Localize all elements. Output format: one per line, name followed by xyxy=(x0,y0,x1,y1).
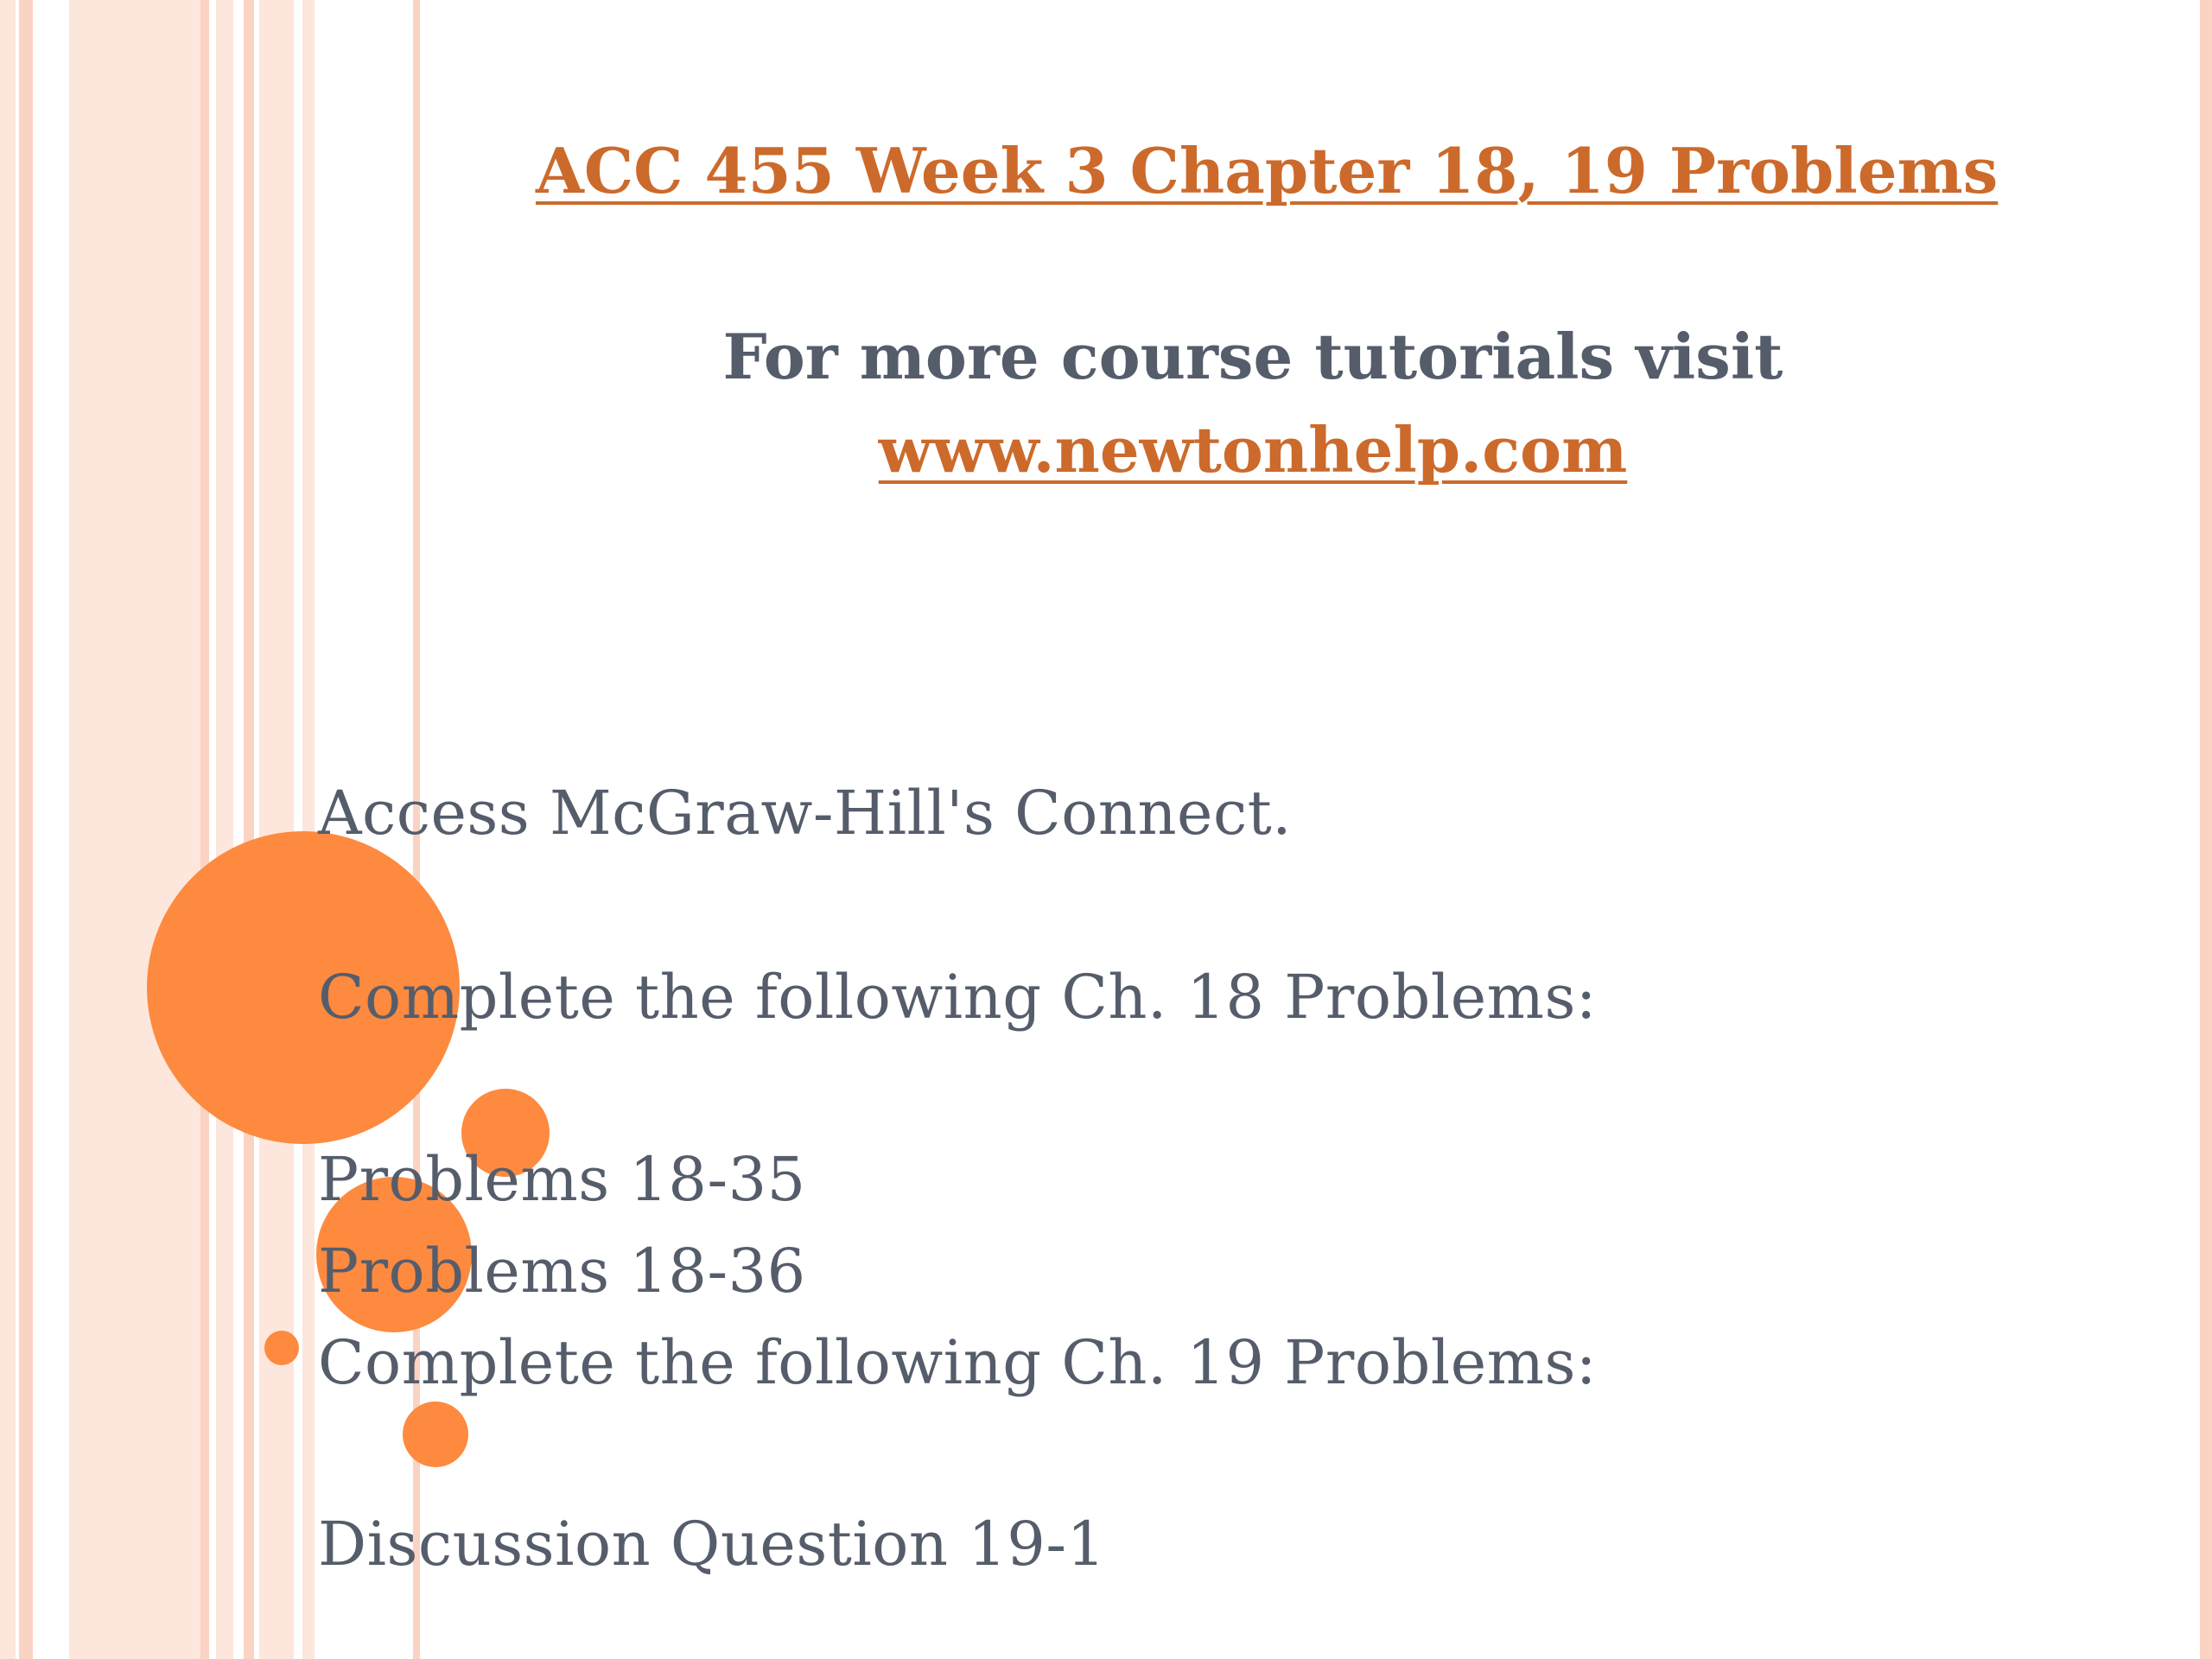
body-line-connect: Access McGraw-Hill's Connect. xyxy=(318,778,1293,849)
body-line-problem-18-35: Problems 18-35 xyxy=(318,1144,806,1215)
stripe xyxy=(244,0,254,1659)
body-line-problem-18-36: Problems 18-36 xyxy=(318,1236,806,1306)
stripe xyxy=(216,0,233,1659)
stripe xyxy=(259,0,294,1659)
page-title[interactable]: ACC 455 Week 3 Chapter 18, 19 Problems xyxy=(536,134,1999,207)
body-line-ch18-heading: Complete the following Ch. 18 Problems: xyxy=(318,962,1597,1033)
small-dot-decoration xyxy=(264,1331,299,1365)
website-link[interactable]: www.newtonhelp.com xyxy=(878,413,1628,486)
stripe xyxy=(19,0,33,1659)
stripe xyxy=(302,0,315,1659)
stripe xyxy=(200,0,209,1659)
circle-decoration xyxy=(403,1402,468,1467)
body-line-ch19-heading: Complete the following Ch. 19 Problems: xyxy=(318,1327,1597,1398)
stripe xyxy=(0,0,16,1659)
body-line-discussion-19-1: Discussion Question 19-1 xyxy=(318,1509,1106,1580)
visit-text: For more course tutorials visit xyxy=(722,320,1783,393)
right-edge-stripe xyxy=(2200,0,2212,1659)
stripe xyxy=(69,0,207,1659)
